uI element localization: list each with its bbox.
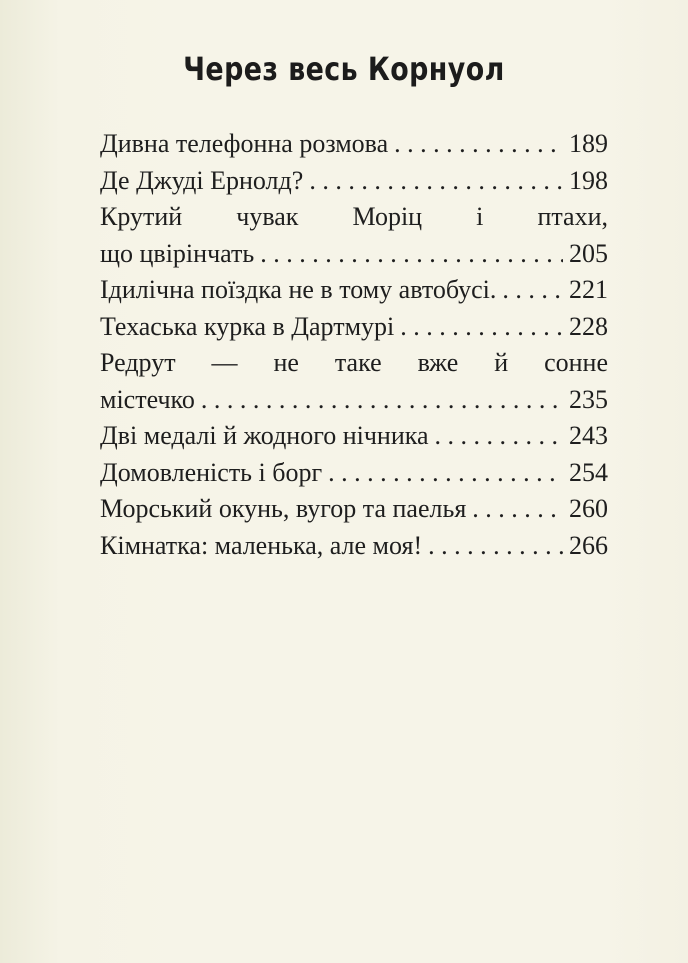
toc-page-number: 235 (569, 384, 608, 414)
toc-entry-4 (100, 272, 608, 309)
toc-entry-title: Домовленість і борг (100, 457, 323, 487)
toc-entry-title: Дві медалі й жодного нічника (100, 421, 429, 450)
toc-entry-title: Де Джуді Ернолд? (100, 165, 304, 195)
toc-entry-2 (100, 163, 608, 200)
toc-entry-title: Кімнатка: маленька, але моя! (100, 530, 423, 560)
toc-entry-9 (100, 491, 608, 528)
toc-page-number: 243 (569, 421, 608, 450)
toc-entry-title: Ідилічна поїздка не в тому автобусі. (100, 275, 497, 304)
toc-entry-3 (100, 199, 608, 272)
toc-page-number: 228 (569, 311, 608, 341)
toc-page-number: 266 (569, 530, 608, 560)
dot-leader (435, 418, 563, 455)
toc-page-number: 189 (569, 129, 608, 158)
dot-leader (428, 528, 563, 565)
dot-leader (260, 236, 563, 273)
dot-leader (309, 163, 563, 200)
toc-entry-7 (100, 418, 608, 455)
toc-page-number: 254 (569, 457, 608, 487)
dot-leader (472, 491, 563, 528)
toc-page-number: 260 (569, 494, 608, 523)
dot-leader (400, 309, 563, 346)
toc-entry-title-line-1: Крутий чувак Моріц і птахи, (100, 202, 608, 231)
toc-entry-1 (100, 126, 608, 163)
toc-entry-title: Дивна телефонна розмова (100, 129, 389, 158)
toc-entry-5 (100, 309, 608, 346)
dot-leader (201, 382, 563, 419)
toc-entry-title-line-2: містечко (100, 384, 195, 414)
toc-entry-10 (100, 528, 608, 565)
toc-entry-title-line-1: Редрут — не таке вже й сонне (100, 348, 608, 377)
toc-entry-title-line-2: що цвірінчать (100, 238, 255, 268)
section-title: Через весь Корнуол (183, 50, 505, 88)
toc-entry-6 (100, 345, 608, 418)
dot-leader (502, 272, 563, 309)
toc-page-number: 205 (569, 238, 608, 268)
table-of-contents (100, 126, 608, 564)
toc-page-number: 198 (569, 165, 608, 195)
dot-leader (394, 126, 563, 163)
toc-page-number: 221 (569, 275, 608, 304)
toc-entry-title: Техаська курка в Дартмурі (100, 311, 395, 341)
toc-entry-8 (100, 455, 608, 492)
dot-leader (328, 455, 563, 492)
toc-entry-title: Морський окунь, вугор та паелья (100, 494, 467, 523)
